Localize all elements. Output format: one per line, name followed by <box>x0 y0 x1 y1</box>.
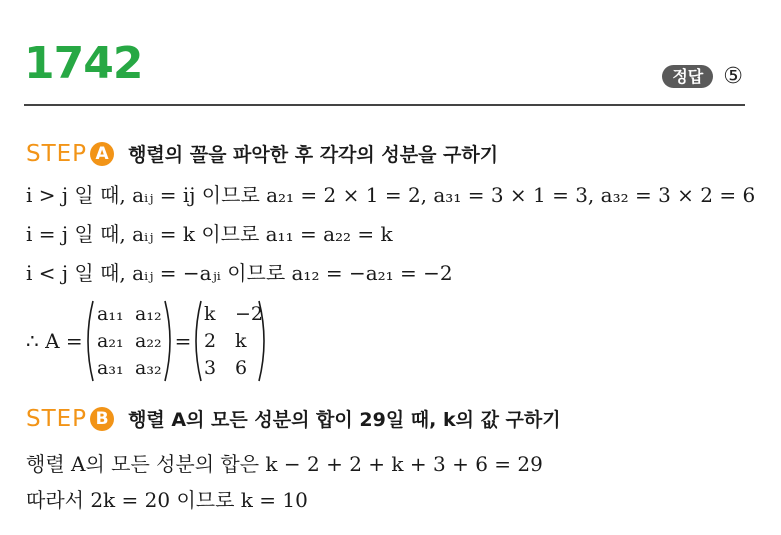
matrix-left-right-paren <box>165 301 170 381</box>
matrix-right-cell: k <box>235 330 247 352</box>
matrix-right-cell: 3 <box>204 357 217 379</box>
matrix-right-cell: k <box>204 303 216 325</box>
matrix-left <box>83 298 175 384</box>
matrix-left-cell: a₃₂ <box>134 357 162 379</box>
step-a-circle-badge: A <box>90 142 114 166</box>
matrix-equation <box>26 298 269 384</box>
header-divider <box>24 104 745 106</box>
problem-number: 1742 <box>24 38 143 89</box>
step-b-circle-badge: B <box>90 407 114 431</box>
step-b-header <box>26 405 561 432</box>
answer-value: ⑤ <box>723 64 743 89</box>
step-a-line-2: i = j 일 때, aᵢⱼ = k 이므로 a₁₁ = a₂₂ = k <box>26 222 393 246</box>
matrix-left-cell: a₂₂ <box>134 330 162 352</box>
step-a-line-1: i > j 일 때, aᵢⱼ = ij 이므로 a₂₁ = 2 × 1 = 2, a₃₁ = 3 × 1 = 3, a₃₂ = 3 × 2 = 6 <box>26 183 756 207</box>
matrix-right-cell: −2 <box>235 303 264 325</box>
matrix-left-cell: a₂₁ <box>96 330 124 352</box>
step-b-title: 행렬 A의 모든 성분의 합이 29일 때, k의 값 구하기 <box>128 409 561 431</box>
matrix-left-left-paren <box>88 301 93 381</box>
step-b-line-1: 행렬 A의 모든 성분의 합은 k − 2 + 2 + k + 3 + 6 = 29 <box>26 452 543 476</box>
matrix-right-cell: 6 <box>235 357 248 379</box>
step-a-line-3: i < j 일 때, aᵢⱼ = −aⱼᵢ 이므로 a₁₂ = −a₂₁ = −2 <box>26 261 453 285</box>
matrix-right-cell: 2 <box>204 330 217 352</box>
matrix-left-cell: a₁₁ <box>96 303 124 325</box>
matrix-prefix: ∴ A = <box>26 329 83 353</box>
matrix-left-cell: a₃₁ <box>96 357 124 379</box>
step-b-word: STEP <box>26 405 88 432</box>
step-a-title: 행렬의 꼴을 파악한 후 각각의 성분을 구하기 <box>128 144 499 166</box>
answer-area <box>662 64 743 89</box>
matrix-right-left-paren <box>196 301 201 381</box>
step-a-header <box>26 140 498 167</box>
step-a-word: STEP <box>26 140 88 167</box>
matrix-right <box>191 298 269 384</box>
matrix-equals: = <box>174 329 192 353</box>
matrix-left-cell: a₁₂ <box>134 303 162 325</box>
answer-badge: 정답 <box>662 65 713 89</box>
step-b-line-2: 따라서 2k = 20 이므로 k = 10 <box>26 488 308 512</box>
